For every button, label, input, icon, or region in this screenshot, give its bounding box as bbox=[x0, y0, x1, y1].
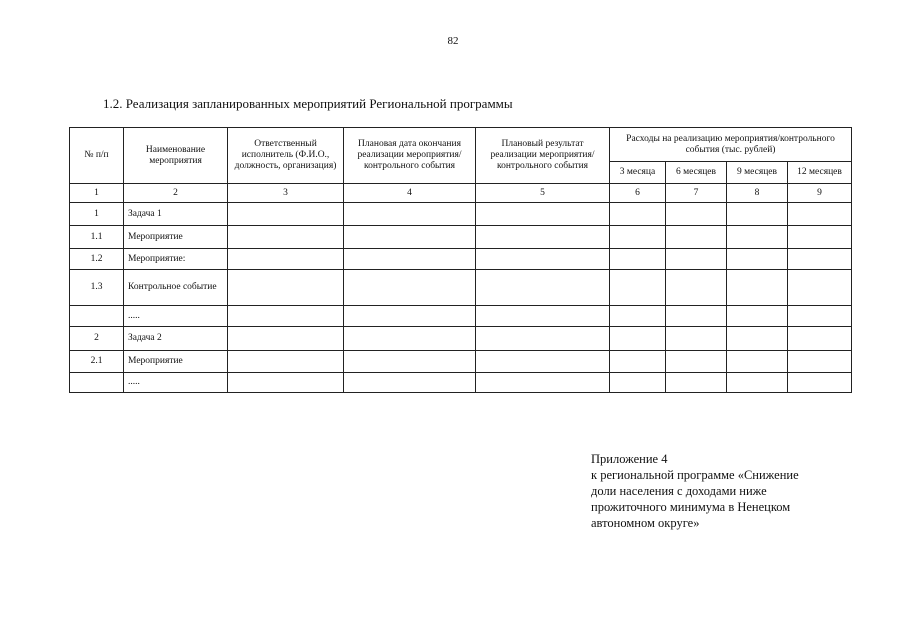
row-name: Мероприятие bbox=[124, 351, 228, 373]
cell-executor bbox=[228, 226, 344, 249]
table-row bbox=[70, 373, 852, 393]
cell-12m bbox=[788, 203, 852, 226]
page-number: 82 bbox=[447, 35, 459, 47]
column-number: 7 bbox=[666, 184, 727, 203]
header-expenses-9m: 9 месяцев bbox=[727, 162, 788, 184]
row-num bbox=[70, 373, 124, 393]
cell-3m bbox=[610, 327, 666, 351]
cell-3m bbox=[610, 351, 666, 373]
appendix-line: Приложение 4 bbox=[591, 452, 668, 466]
table-row bbox=[70, 306, 852, 327]
row-name: Задача 1 bbox=[124, 203, 228, 226]
cell-9m bbox=[727, 270, 788, 306]
cell-12m bbox=[788, 373, 852, 393]
cell-end-date bbox=[344, 327, 476, 351]
row-num: 1 bbox=[70, 203, 124, 226]
appendix-note bbox=[591, 451, 851, 531]
row-name: ..... bbox=[124, 306, 228, 327]
appendix-line: автономном округе» bbox=[591, 516, 700, 530]
header-expenses-3m: 3 месяца bbox=[610, 162, 666, 184]
cell-executor bbox=[228, 249, 344, 270]
cell-3m bbox=[610, 306, 666, 327]
table-row bbox=[70, 226, 852, 249]
cell-6m bbox=[666, 327, 727, 351]
cell-executor bbox=[228, 327, 344, 351]
section-title: 1.2. Реализация запланированных мероприятий Региональной программы bbox=[103, 96, 513, 111]
header-expenses-12m: 12 месяцев bbox=[788, 162, 852, 184]
cell-end-date bbox=[344, 226, 476, 249]
cell-6m bbox=[666, 351, 727, 373]
cell-end-date bbox=[344, 203, 476, 226]
appendix-line: к региональной программе «Снижение bbox=[591, 468, 799, 482]
column-number: 6 bbox=[610, 184, 666, 203]
cell-executor bbox=[228, 203, 344, 226]
cell-6m bbox=[666, 373, 727, 393]
cell-end-date bbox=[344, 249, 476, 270]
row-num: 1.3 bbox=[70, 270, 124, 306]
cell-6m bbox=[666, 270, 727, 306]
cell-executor bbox=[228, 306, 344, 327]
cell-3m bbox=[610, 226, 666, 249]
table-row bbox=[70, 203, 852, 226]
cell-9m bbox=[727, 249, 788, 270]
cell-executor bbox=[228, 351, 344, 373]
cell-3m bbox=[610, 249, 666, 270]
cell-end-date bbox=[344, 351, 476, 373]
cell-result bbox=[476, 226, 610, 249]
cell-12m bbox=[788, 270, 852, 306]
row-name: Мероприятие bbox=[124, 226, 228, 249]
cell-9m bbox=[727, 226, 788, 249]
cell-12m bbox=[788, 351, 852, 373]
column-number: 2 bbox=[124, 184, 228, 203]
cell-end-date bbox=[344, 373, 476, 393]
header-num: № п/п bbox=[70, 128, 124, 184]
events-table bbox=[69, 127, 852, 393]
header-end-date: Плановая дата окончания реализации мероприятия/контрольного события bbox=[344, 128, 476, 184]
cell-12m bbox=[788, 226, 852, 249]
cell-executor bbox=[228, 373, 344, 393]
cell-6m bbox=[666, 306, 727, 327]
header-executor: Ответственный исполнитель (Ф.И.О., должность, организация) bbox=[228, 128, 344, 184]
cell-result bbox=[476, 351, 610, 373]
cell-6m bbox=[666, 226, 727, 249]
row-num: 1.2 bbox=[70, 249, 124, 270]
cell-9m bbox=[727, 351, 788, 373]
column-number: 9 bbox=[788, 184, 852, 203]
column-number: 1 bbox=[70, 184, 124, 203]
column-number: 3 bbox=[228, 184, 344, 203]
row-name: ..... bbox=[124, 373, 228, 393]
row-name: Задача 2 bbox=[124, 327, 228, 351]
row-name: Контрольное событие bbox=[124, 270, 228, 306]
cell-result bbox=[476, 203, 610, 226]
cell-9m bbox=[727, 327, 788, 351]
table-row bbox=[70, 351, 852, 373]
header-expenses-6m: 6 месяцев bbox=[666, 162, 727, 184]
appendix-line: прожиточного минимума в Ненецком bbox=[591, 500, 791, 514]
cell-result bbox=[476, 249, 610, 270]
cell-3m bbox=[610, 373, 666, 393]
cell-12m bbox=[788, 327, 852, 351]
table-row bbox=[70, 249, 852, 270]
cell-executor bbox=[228, 270, 344, 306]
column-number: 5 bbox=[476, 184, 610, 203]
header-result: Плановый результат реализации мероприятия/контрольного события bbox=[476, 128, 610, 184]
row-num: 1.1 bbox=[70, 226, 124, 249]
cell-3m bbox=[610, 203, 666, 226]
header-row bbox=[70, 128, 852, 162]
cell-result bbox=[476, 306, 610, 327]
cell-9m bbox=[727, 306, 788, 327]
cell-end-date bbox=[344, 270, 476, 306]
cell-result bbox=[476, 270, 610, 306]
appendix-line: доли населения с доходами ниже bbox=[591, 484, 767, 498]
table-row bbox=[70, 327, 852, 351]
row-name: Мероприятие: bbox=[124, 249, 228, 270]
cell-3m bbox=[610, 270, 666, 306]
cell-result bbox=[476, 327, 610, 351]
header-expenses: Расходы на реализацию мероприятия/контрольного события (тыс. рублей) bbox=[610, 128, 852, 162]
table-row bbox=[70, 270, 852, 306]
column-number: 8 bbox=[727, 184, 788, 203]
cell-9m bbox=[727, 373, 788, 393]
row-num: 2 bbox=[70, 327, 124, 351]
row-num bbox=[70, 306, 124, 327]
header-name: Наименование мероприятия bbox=[124, 128, 228, 184]
cell-result bbox=[476, 373, 610, 393]
column-number: 4 bbox=[344, 184, 476, 203]
row-num: 2.1 bbox=[70, 351, 124, 373]
cell-9m bbox=[727, 203, 788, 226]
cell-6m bbox=[666, 203, 727, 226]
cell-6m bbox=[666, 249, 727, 270]
column-numbers-row bbox=[70, 184, 852, 203]
cell-end-date bbox=[344, 306, 476, 327]
cell-12m bbox=[788, 306, 852, 327]
cell-12m bbox=[788, 249, 852, 270]
